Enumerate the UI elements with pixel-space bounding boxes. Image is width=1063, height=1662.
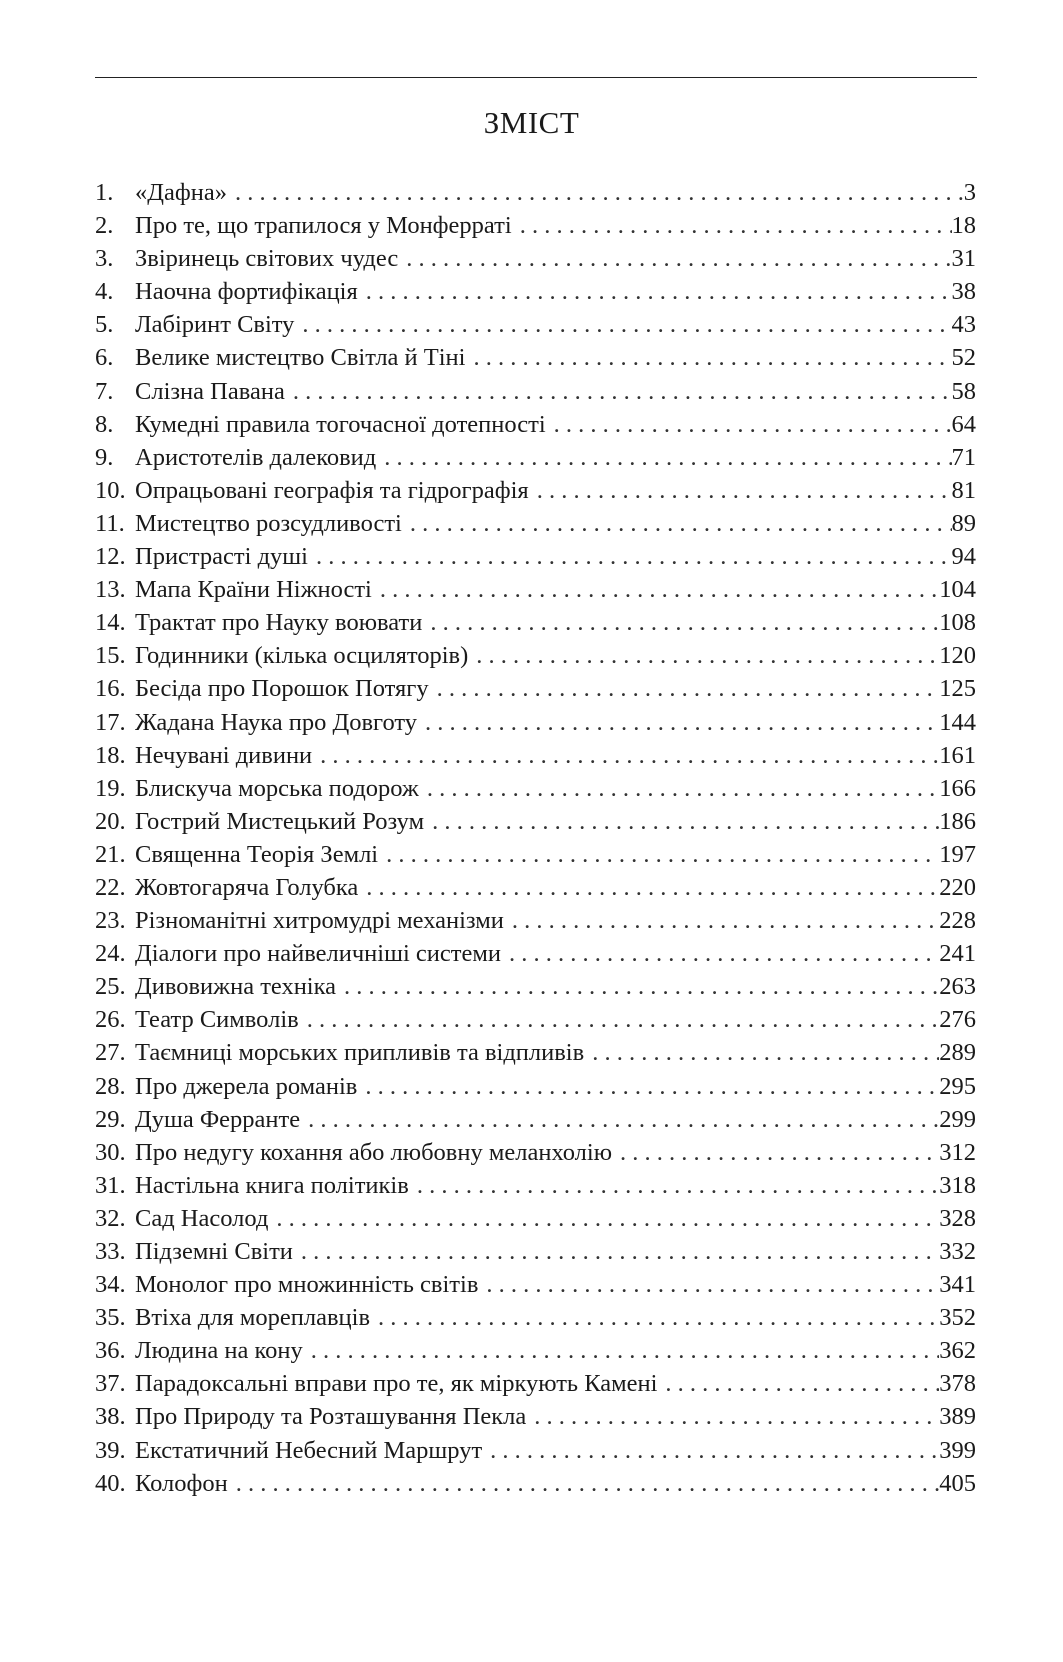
dot-leader (366, 275, 952, 308)
dot-leader (490, 1434, 939, 1467)
toc-entry-title: Наочна фортифікація (135, 278, 358, 306)
toc-entry[interactable] (95, 507, 976, 540)
toc-entry-title: Колофон (135, 1469, 228, 1497)
toc-entry-title: Парадоксальні вправи про те, як міркують Камені (135, 1370, 658, 1398)
toc-entry-number: 8. (95, 410, 114, 438)
toc-entry-title: Трактат про Науку воювати (135, 609, 423, 637)
dot-leader (301, 1235, 939, 1268)
toc-entry-number: 25. (95, 973, 126, 1001)
dot-leader (308, 1103, 939, 1136)
toc-entry-page: 108 (939, 609, 976, 637)
toc-entry-number: 32. (95, 1204, 126, 1232)
toc-entry-page: 18 (951, 212, 976, 240)
toc-entry[interactable] (95, 1334, 976, 1367)
dot-leader (437, 672, 940, 705)
toc-entry-number: 23. (95, 907, 126, 935)
toc-entry-title: Слізна Павана (135, 377, 285, 405)
toc-entry-title: Втіха для мореплавців (135, 1304, 371, 1332)
toc-entry-page: 52 (951, 344, 976, 372)
toc-entry-page: 104 (939, 576, 976, 604)
toc-entry-number: 6. (95, 344, 114, 372)
toc-entry-number: 14. (95, 609, 126, 637)
dot-leader (486, 1268, 939, 1301)
toc-entry[interactable] (95, 639, 976, 672)
toc-entry[interactable] (95, 672, 976, 705)
toc-entry[interactable] (95, 937, 976, 970)
toc-entry[interactable] (95, 308, 976, 341)
toc-entry-number: 18. (95, 741, 126, 769)
toc-entry-page: 295 (939, 1072, 976, 1100)
dot-leader (365, 1070, 939, 1103)
toc-entry-page: 38 (951, 278, 976, 306)
dot-leader (520, 209, 952, 242)
dot-leader (386, 838, 939, 871)
toc-entry-title: Діалоги про найвеличніші системи (135, 940, 501, 968)
toc-entry-title: Театр Символів (135, 1006, 299, 1034)
toc-entry-title: Про те, що трапилося у Монферраті (135, 212, 512, 240)
dot-leader (406, 242, 951, 275)
toc-entry-title: Пристрасті душі (135, 543, 308, 571)
toc-entry[interactable] (95, 1103, 976, 1136)
toc-entry-page: 362 (939, 1337, 976, 1365)
toc-entry-page: 341 (939, 1271, 976, 1299)
toc-entry-number: 13. (95, 576, 126, 604)
dot-leader (534, 1400, 939, 1433)
toc-entry-page: 389 (939, 1403, 976, 1431)
toc-entry-title: Сад Насолод (135, 1204, 269, 1232)
toc-entry-title: Про Природу та Розташування Пекла (135, 1403, 527, 1431)
toc-entry[interactable] (95, 176, 976, 209)
toc-entry[interactable] (95, 1301, 976, 1334)
toc-entry-page: 263 (939, 973, 976, 1001)
dot-leader (320, 739, 939, 772)
dot-leader (592, 1036, 939, 1069)
toc-entry-number: 17. (95, 708, 126, 736)
toc-entry-number: 27. (95, 1039, 126, 1067)
toc-entry[interactable] (95, 1400, 976, 1433)
toc-entry-title: Мапа Країни Ніжності (135, 576, 372, 604)
toc-entry-number: 20. (95, 807, 126, 835)
toc-entry-title: Опрацьовані географія та гідрографія (135, 476, 529, 504)
toc-entry-title: Кумедні правила тогочасної дотепності (135, 410, 546, 438)
toc-entry-number: 22. (95, 873, 126, 901)
toc-entry-number: 26. (95, 1006, 126, 1034)
toc-entry-page: 71 (951, 443, 976, 471)
toc-entry-page: 58 (951, 377, 976, 405)
toc-entry-title: Блискуча морська подорож (135, 774, 419, 802)
dot-leader (476, 639, 939, 672)
toc-entry[interactable] (95, 838, 976, 871)
dot-leader (410, 507, 952, 540)
toc-entry-title: Звіринець світових чудес (135, 245, 399, 273)
toc-entry-page: 276 (939, 1006, 976, 1034)
toc-entry[interactable] (95, 209, 976, 242)
table-of-contents (95, 176, 976, 1500)
toc-entry-title: Гострий Мистецький Розум (135, 807, 425, 835)
dot-leader (293, 375, 952, 408)
toc-entry-title: Аристотелів далековид (135, 443, 377, 471)
toc-entry-title: Людина на кону (135, 1337, 303, 1365)
toc-entry-number: 28. (95, 1072, 126, 1100)
toc-entry-title: Підземні Світи (135, 1238, 293, 1265)
dot-leader (316, 540, 952, 573)
toc-entry-title: Жадана Наука про Довготу (135, 708, 418, 736)
toc-entry-number: 34. (95, 1271, 126, 1299)
toc-entry[interactable] (95, 739, 976, 772)
toc-entry-title: Велике мистецтво Світла й Тіні (135, 344, 466, 372)
toc-entry-title: Мистецтво розсудливості (135, 509, 402, 537)
toc-entry[interactable] (95, 1136, 976, 1169)
toc-entry-page: 64 (951, 410, 976, 438)
toc-entry-page: 289 (939, 1039, 976, 1067)
toc-entry-number: 37. (95, 1370, 126, 1398)
toc-entry-number: 19. (95, 774, 126, 802)
toc-entry[interactable] (95, 474, 976, 507)
toc-entry-number: 15. (95, 642, 126, 670)
dot-leader (427, 772, 939, 805)
toc-entry[interactable] (95, 1169, 976, 1202)
toc-entry-page: 299 (939, 1105, 976, 1133)
toc-entry[interactable] (95, 1268, 976, 1301)
toc-entry[interactable] (95, 1467, 976, 1500)
dot-leader (554, 408, 952, 441)
toc-entry-title: Про джерела романів (135, 1072, 358, 1100)
toc-entry[interactable] (95, 242, 976, 275)
toc-entry-page: 197 (939, 840, 976, 868)
toc-entry[interactable] (95, 341, 976, 374)
dot-leader (311, 1334, 940, 1367)
toc-entry-page: 89 (951, 509, 976, 537)
toc-entry-page: 352 (939, 1304, 976, 1332)
toc-entry-number: 40. (95, 1469, 126, 1497)
toc-entry-number: 10. (95, 476, 126, 504)
toc-entry-page: 318 (939, 1171, 976, 1199)
toc-entry-title: Священна Теорія Землі (135, 840, 379, 868)
toc-entry-page: 43 (951, 311, 976, 339)
toc-entry-number: 35. (95, 1304, 126, 1332)
top-rule (95, 77, 977, 78)
dot-leader (302, 308, 951, 341)
toc-entry[interactable] (95, 375, 976, 408)
toc-entry[interactable] (95, 1202, 976, 1235)
toc-entry[interactable] (95, 1036, 976, 1069)
dot-leader (384, 441, 951, 474)
toc-entry-number: 39. (95, 1436, 126, 1464)
toc-entry-page: 166 (939, 774, 976, 802)
toc-entry-title: Лабіринт Світу (135, 311, 295, 339)
dot-leader (236, 1467, 939, 1500)
dot-leader (537, 474, 952, 507)
dot-leader (276, 1202, 939, 1235)
dot-leader (430, 606, 939, 639)
toc-entry[interactable] (95, 275, 976, 308)
toc-entry-title: Дивовижна техніка (135, 973, 337, 1001)
dot-leader (425, 706, 939, 739)
dot-leader (432, 805, 939, 838)
toc-entry-title: Годинники (кілька осциляторів) (135, 642, 469, 670)
toc-entry-title: «Дафна» (135, 179, 227, 206)
toc-entry[interactable] (95, 408, 976, 441)
toc-entry-number: 12. (95, 543, 126, 571)
toc-entry-page: 94 (951, 543, 976, 571)
dot-leader (473, 341, 951, 374)
toc-entry-page: 378 (939, 1370, 976, 1398)
toc-entry-title: Жовтогаряча Голубка (135, 873, 359, 901)
toc-entry[interactable] (95, 772, 976, 805)
toc-entry-title: Монолог про множинність світів (135, 1271, 479, 1299)
toc-entry[interactable] (95, 1003, 976, 1036)
toc-entry[interactable] (95, 1367, 976, 1400)
dot-leader (235, 176, 964, 209)
toc-entry-number: 2. (95, 212, 114, 240)
dot-leader (665, 1367, 939, 1400)
toc-entry-page: 399 (939, 1436, 976, 1464)
toc-entry-title: Настільна книга політиків (135, 1171, 409, 1199)
dot-leader (307, 1003, 940, 1036)
toc-entry-page: 3 (963, 179, 976, 206)
toc-entry-number: 21. (95, 840, 126, 868)
toc-entry[interactable] (95, 1434, 976, 1467)
toc-entry-number: 30. (95, 1138, 126, 1166)
toc-entry-number: 5. (95, 311, 114, 339)
toc-entry-number: 38. (95, 1403, 126, 1431)
toc-entry-page: 312 (939, 1138, 976, 1166)
toc-entry[interactable] (95, 573, 976, 606)
toc-entry[interactable] (95, 871, 976, 904)
toc-entry-page: 161 (939, 741, 976, 769)
toc-entry-title: Різноманітні хитромудрі механізми (135, 907, 504, 935)
toc-entry-page: 332 (939, 1238, 976, 1265)
toc-entry-page: 328 (939, 1204, 976, 1232)
dot-leader (378, 1301, 939, 1334)
toc-entry-title: Душа Ферранте (135, 1105, 301, 1133)
toc-entry-number: 11. (95, 509, 125, 537)
toc-entry[interactable] (95, 970, 976, 1003)
page-title: ЗМІСТ (483, 105, 580, 140)
toc-entry-page: 125 (939, 675, 976, 703)
dot-leader (380, 573, 939, 606)
toc-entry[interactable] (95, 706, 976, 739)
toc-entry[interactable] (95, 1070, 976, 1103)
toc-entry-page: 144 (939, 708, 976, 736)
toc-entry-page: 220 (939, 873, 976, 901)
toc-entry-page: 241 (939, 940, 976, 968)
dot-leader (620, 1136, 939, 1169)
toc-entry-page: 405 (939, 1469, 976, 1497)
toc-entry-title: Таємниці морських припливів та відпливів (135, 1039, 585, 1067)
toc-entry[interactable] (95, 441, 976, 474)
toc-entry-number: 33. (95, 1238, 126, 1265)
toc-entry-number: 16. (95, 675, 126, 703)
toc-entry[interactable] (95, 805, 976, 838)
toc-entry-number: 36. (95, 1337, 126, 1365)
toc-entry-number: 31. (95, 1171, 126, 1199)
toc-entry-page: 31 (951, 245, 976, 273)
toc-entry-page: 81 (951, 476, 976, 504)
dot-leader (509, 937, 939, 970)
toc-entry-title: Екстатичний Небесний Маршрут (135, 1436, 483, 1464)
toc-entry-number: 3. (95, 245, 114, 273)
toc-entry-number: 4. (95, 278, 114, 306)
toc-entry-page: 228 (939, 907, 976, 935)
dot-leader (344, 970, 939, 1003)
toc-entry[interactable] (95, 1235, 976, 1268)
toc-entry-page: 186 (939, 807, 976, 835)
toc-entry-number: 1. (95, 179, 114, 206)
dot-leader (417, 1169, 939, 1202)
toc-entry[interactable] (95, 540, 976, 573)
toc-entry-number: 9. (95, 443, 114, 471)
toc-entry[interactable] (95, 904, 976, 937)
toc-entry-title: Бесіда про Порошок Потягу (135, 675, 429, 703)
dot-leader (366, 871, 939, 904)
toc-entry-number: 7. (95, 377, 114, 405)
toc-entry-number: 24. (95, 940, 126, 968)
toc-entry-page: 120 (939, 642, 976, 670)
dot-leader (512, 904, 939, 937)
toc-entry-number: 29. (95, 1105, 126, 1133)
toc-entry[interactable] (95, 606, 976, 639)
toc-entry-title: Нечувані дивини (135, 741, 313, 769)
toc-entry-title: Про недугу кохання або любовну меланхолію (135, 1138, 613, 1166)
